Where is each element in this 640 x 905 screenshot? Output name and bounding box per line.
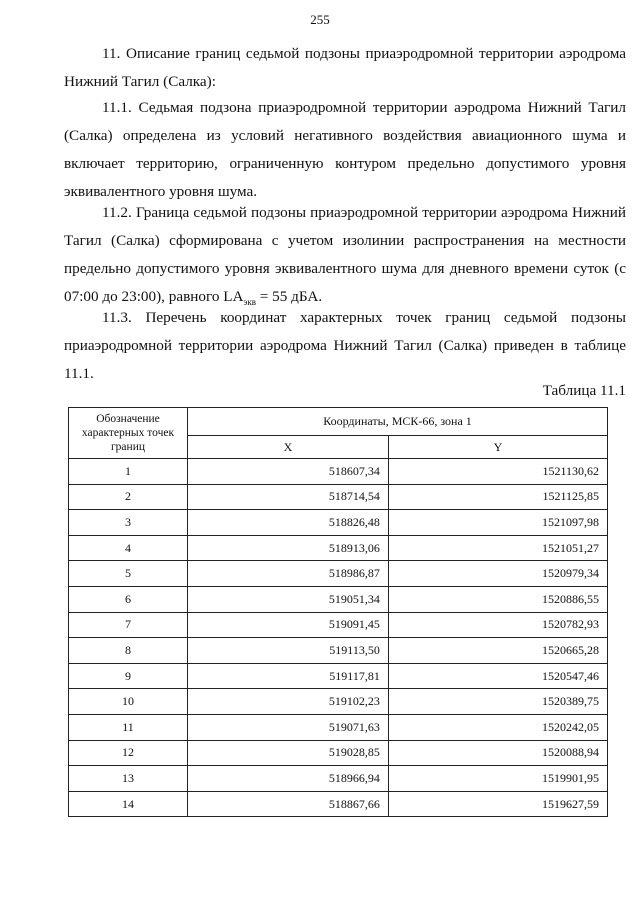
table-row [69, 459, 608, 485]
point-x: 519113,50 [188, 638, 389, 664]
table-row [69, 612, 608, 638]
paragraph-11-3 [64, 304, 626, 388]
table-row [69, 535, 608, 561]
col-id-header: Обозначение характерных точек границ [69, 408, 188, 459]
point-y: 1520665,28 [388, 638, 607, 664]
point-x: 518867,66 [188, 791, 389, 817]
point-id: 8 [69, 638, 188, 664]
paragraph-11-1 [64, 94, 626, 206]
point-x: 519117,81 [188, 663, 389, 689]
point-id: 6 [69, 586, 188, 612]
table-row [69, 484, 608, 510]
coordinates-table [68, 407, 608, 817]
point-id: 11 [69, 714, 188, 740]
section-title-text: 11. Описание границ седьмой подзоны приаэродромной территории аэродрома Нижний Тагил (Салка): [64, 45, 626, 90]
point-y: 1520242,05 [388, 714, 607, 740]
point-y: 1521051,27 [388, 535, 607, 561]
table-row [69, 714, 608, 740]
paragraph-11-1-text: 11.1. Седьмая подзона приаэродромной территории аэродрома Нижний Тагил (Салка) определена из условий негативного воздействия авиационного шума и включает территорию, ограниченную контуром предельно допустимого уровня эквивалентного уровня шума. [64, 99, 626, 200]
point-y: 1521097,98 [388, 510, 607, 536]
section-title [64, 40, 626, 96]
page-number: 255 [310, 12, 330, 27]
point-y: 1521125,85 [388, 484, 607, 510]
point-x: 519102,23 [188, 689, 389, 715]
table-row [69, 510, 608, 536]
table-row [69, 663, 608, 689]
paragraph-11-2-subscript: экв [243, 297, 256, 308]
point-id: 2 [69, 484, 188, 510]
table-row [69, 689, 608, 715]
paragraph-11-2 [64, 199, 626, 316]
x-header: X [188, 436, 389, 459]
point-id: 10 [69, 689, 188, 715]
point-id: 9 [69, 663, 188, 689]
point-y: 1520088,94 [388, 740, 607, 766]
point-id: 13 [69, 766, 188, 792]
point-id: 1 [69, 459, 188, 485]
paragraph-11-2-text [64, 199, 626, 316]
table-header-row [69, 408, 608, 436]
point-x: 518607,34 [188, 459, 389, 485]
point-y: 1520979,34 [388, 561, 607, 587]
point-y: 1520782,93 [388, 612, 607, 638]
point-id: 3 [69, 510, 188, 536]
coords-header: Координаты, МСК-66, зона 1 [188, 408, 608, 436]
point-id: 5 [69, 561, 188, 587]
point-id: 14 [69, 791, 188, 817]
point-y: 1519627,59 [388, 791, 607, 817]
point-x: 518826,48 [188, 510, 389, 536]
point-y: 1520389,75 [388, 689, 607, 715]
point-x: 519091,45 [188, 612, 389, 638]
point-x: 518966,94 [188, 766, 389, 792]
paragraph-11-3-text: 11.3. Перечень координат характерных точек границ седьмой подзоны приаэродромной территории аэродрома Нижний Тагил (Салка) приведен в таблице 11.1. [64, 309, 626, 382]
paragraph-11-2-end: = 55 дБА. [255, 288, 323, 305]
point-x: 519071,63 [188, 714, 389, 740]
table-row [69, 561, 608, 587]
point-y: 1520886,55 [388, 586, 607, 612]
table-row [69, 791, 608, 817]
point-x: 518913,06 [188, 535, 389, 561]
table-row [69, 740, 608, 766]
point-x: 519051,34 [188, 586, 389, 612]
paragraph-11-2-start: 11.2. Граница седьмой подзоны приаэродромной территории аэродрома Нижний Тагил (Салка) сформирована с учетом изолинии распространения на местности предельно допустимого уровня эквивалентного шума для дневного времени суток (с 07:00 до 23:00), равного LA [64, 204, 626, 305]
table-row [69, 586, 608, 612]
point-x: 518986,87 [188, 561, 389, 587]
table-row [69, 638, 608, 664]
point-y: 1519901,95 [388, 766, 607, 792]
point-y: 1521130,62 [388, 459, 607, 485]
point-id: 7 [69, 612, 188, 638]
point-id: 4 [69, 535, 188, 561]
table-row [69, 766, 608, 792]
point-x: 519028,85 [188, 740, 389, 766]
y-header: Y [388, 436, 607, 459]
table-caption: Таблица 11.1 [542, 382, 626, 399]
point-y: 1520547,46 [388, 663, 607, 689]
point-id: 12 [69, 740, 188, 766]
point-x: 518714,54 [188, 484, 389, 510]
